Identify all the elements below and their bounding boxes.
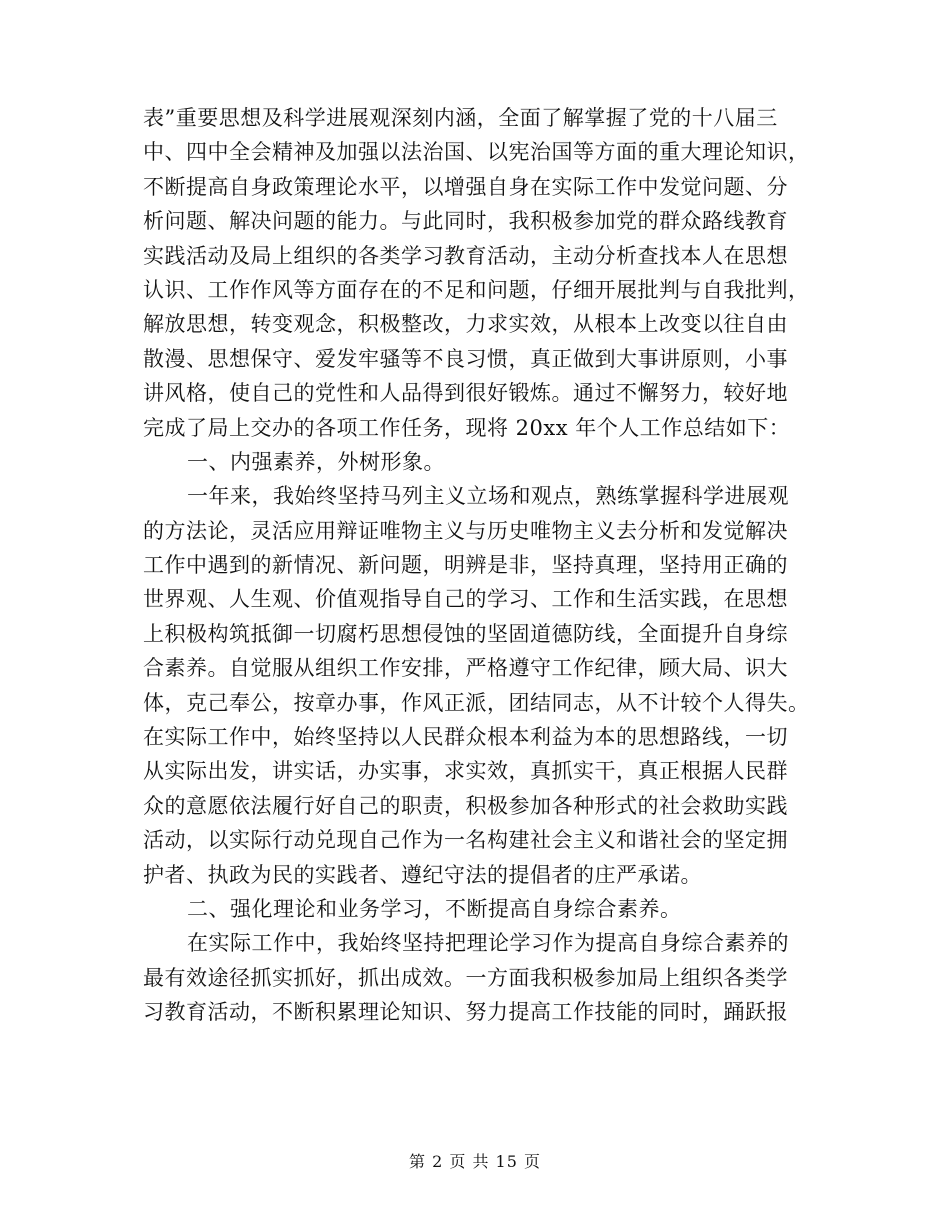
section-heading-1: 一、内强素养，外树形象。 [187,449,445,474]
text-line: 从实际出发，讲实话，办实事，求实效，真抓实干，真正根据人民群 [143,759,788,784]
text-line: 工作中遇到的新情况、新问题，明辨是非，坚持真理，坚持用正确的 [143,553,788,578]
text-line: 最有效途径抓实抓好，抓出成效。一方面我积极参加局上组织各类学 [143,965,788,990]
text-line: 众的意愿依法履行好自己的职责，积极参加各种形式的社会救助实践 [143,793,788,818]
paragraph-start: 在实际工作中，我始终坚持把理论学习作为提高自身综合素养的 [187,931,789,956]
text-line: 世界观、人生观、价值观指导自己的学习、工作和生活实践，在思想 [143,587,788,612]
text-line: 护者、执政为民的实践者、遵纪守法的提倡者的庄严承诺。 [143,862,702,887]
text-line: 中、四中全会精神及加强以法治国、以宪治国等方面的重大理论知识， [143,140,810,165]
text-line: 析问题、解决问题的能力。与此同时，我积极参加党的群众路线教育 [143,209,788,234]
page-number-footer: 第 2 页 共 15 页 [409,1152,541,1171]
document-body [143,101,810,1030]
section-heading-2: 二、强化理论和业务学习，不断提高自身综合素养。 [187,896,682,921]
text-line: 上积极构筑抵御一切腐朽思想侵蚀的坚固道德防线，全面提升自身综 [143,621,788,646]
text-line: 习教育活动，不断积累理论知识、努力提高工作技能的同时，踊跃报 [143,1000,788,1025]
text-line: 活动，以实际行动兑现自己作为一名构建社会主义和谐社会的坚定拥 [143,828,788,853]
text-line: 讲风格，使自己的党性和人品得到很好锻炼。通过不懈努力，较好地 [143,381,788,406]
paragraph-start: 一年来，我始终坚持马列主义立场和观点，熟练掌握科学进展观 [187,484,789,509]
text-line: 认识、工作作风等方面存在的不足和问题，仔细开展批判与自我批判， [143,277,810,302]
text-line: 表”重要思想及科学进展观深刻内涵，全面了解掌握了党的十八届三 [143,106,778,130]
text-line: 体，克己奉公，按章办事，作风正派，团结同志，从不计较个人得失。 [143,690,810,715]
text-line: 合素养。自觉服从组织工作安排，严格遵守工作纪律，顾大局、识大 [143,656,788,681]
text-line: 在实际工作中，始终坚持以人民群众根本利益为本的思想路线，一切 [143,725,788,750]
text-line: 完成了局上交办的各项工作任务，现将 20xx 年个人工作总结如下： [143,415,791,440]
text-line: 解放思想，转变观念，积极整改，力求实效，从根本上改变以往自由 [143,312,788,337]
text-line: 实践活动及局上组织的各类学习教育活动，主动分析查找本人在思想 [143,243,788,268]
text-line: 散漫、思想保守、爱发牢骚等不良习惯，真正做到大事讲原则，小事 [143,346,788,371]
text-line: 不断提高自身政策理论水平，以增强自身在实际工作中发觉问题、分 [143,174,788,199]
text-line: 的方法论，灵活应用辩证唯物主义与历史唯物主义去分析和发觉解决 [143,518,788,543]
